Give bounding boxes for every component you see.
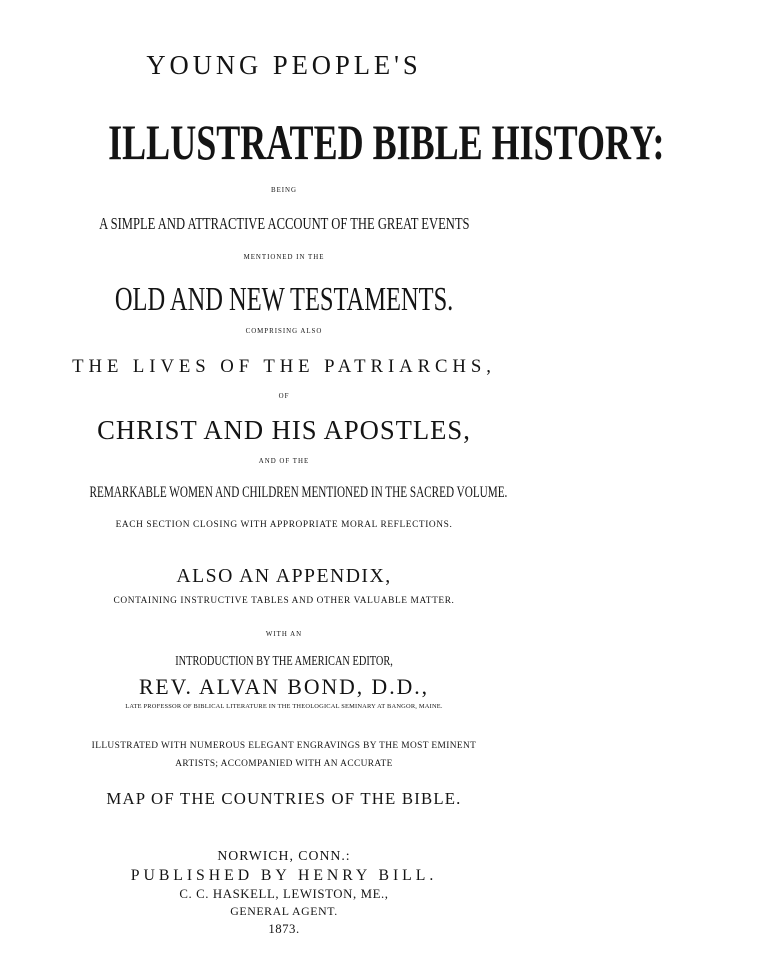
subtitle-testaments-text: OLD AND NEW TESTAMENTS. [114, 281, 454, 318]
connector-being: BEING [270, 186, 298, 194]
connector-and-of-the: AND OF THE [258, 457, 310, 465]
connector-of: OF [278, 392, 290, 400]
illustrations-note-line-2: ARTISTS; ACCOMPANIED WITH AN ACCURATE [175, 759, 393, 769]
main-title [0, 114, 665, 170]
imprint-publisher: PUBLISHED BY HENRY BILL. [130, 867, 438, 884]
subtitle-christ-apostles: CHRIST AND HIS APOSTLES, [97, 415, 471, 445]
subtitle-simple-account-text: A SIMPLE AND ATTRACTIVE ACCOUNT OF THE GREAT EVENTS [98, 214, 470, 233]
series-heading: YOUNG PEOPLE'S [146, 50, 422, 80]
introduction-line-text: INTRODUCTION BY THE AMERICAN EDITOR, [175, 654, 393, 669]
imprint-year: 1873. [268, 921, 300, 936]
connector-with-an: WITH AN [265, 630, 303, 638]
appendix-heading: ALSO AN APPENDIX, [176, 565, 392, 587]
connector-mentioned-in-the: MENTIONED IN THE [243, 253, 325, 261]
subtitle-testaments [0, 283, 568, 317]
editor-name: REV. ALVAN BOND, D.D., [138, 674, 430, 699]
map-line: MAP OF THE COUNTRIES OF THE BIBLE. [106, 789, 462, 808]
subtitle-remarkable-women-text: REMARKABLE WOMEN AND CHILDREN MENTIONED IN THE SACRED VOLUME. [89, 484, 508, 501]
introduction-line [0, 652, 568, 669]
subtitle-lives-patriarchs: THE LIVES OF THE PATRIARCHS, [72, 356, 496, 377]
imprint-agent-name: C. C. HASKELL, LEWISTON, ME., [179, 886, 389, 901]
editor-credentials: LATE PROFESSOR OF BIBLICAL LITERATURE IN THE THEOLOGICAL SEMINARY AT BANGOR, MAINE. [125, 703, 443, 710]
imprint-place: NORWICH, CONN.: [217, 849, 351, 864]
main-title-text: ILLUSTRATED BIBLE HISTORY: [108, 114, 665, 170]
illustrations-note-line-1: ILLUSTRATED WITH NUMEROUS ELEGANT ENGRAVINGS BY THE MOST EMINENT [91, 741, 477, 751]
appendix-description: CONTAINING INSTRUCTIVE TABLES AND OTHER VALUABLE MATTER. [113, 596, 455, 606]
subtitle-simple-account [0, 215, 568, 232]
imprint-agent-title: GENERAL AGENT. [230, 904, 338, 918]
note-moral-reflections: EACH SECTION CLOSING WITH APPROPRIATE MORAL REFLECTIONS. [115, 520, 453, 530]
connector-comprising-also: COMPRISING ALSO [245, 327, 323, 335]
subtitle-remarkable-women [0, 484, 568, 501]
